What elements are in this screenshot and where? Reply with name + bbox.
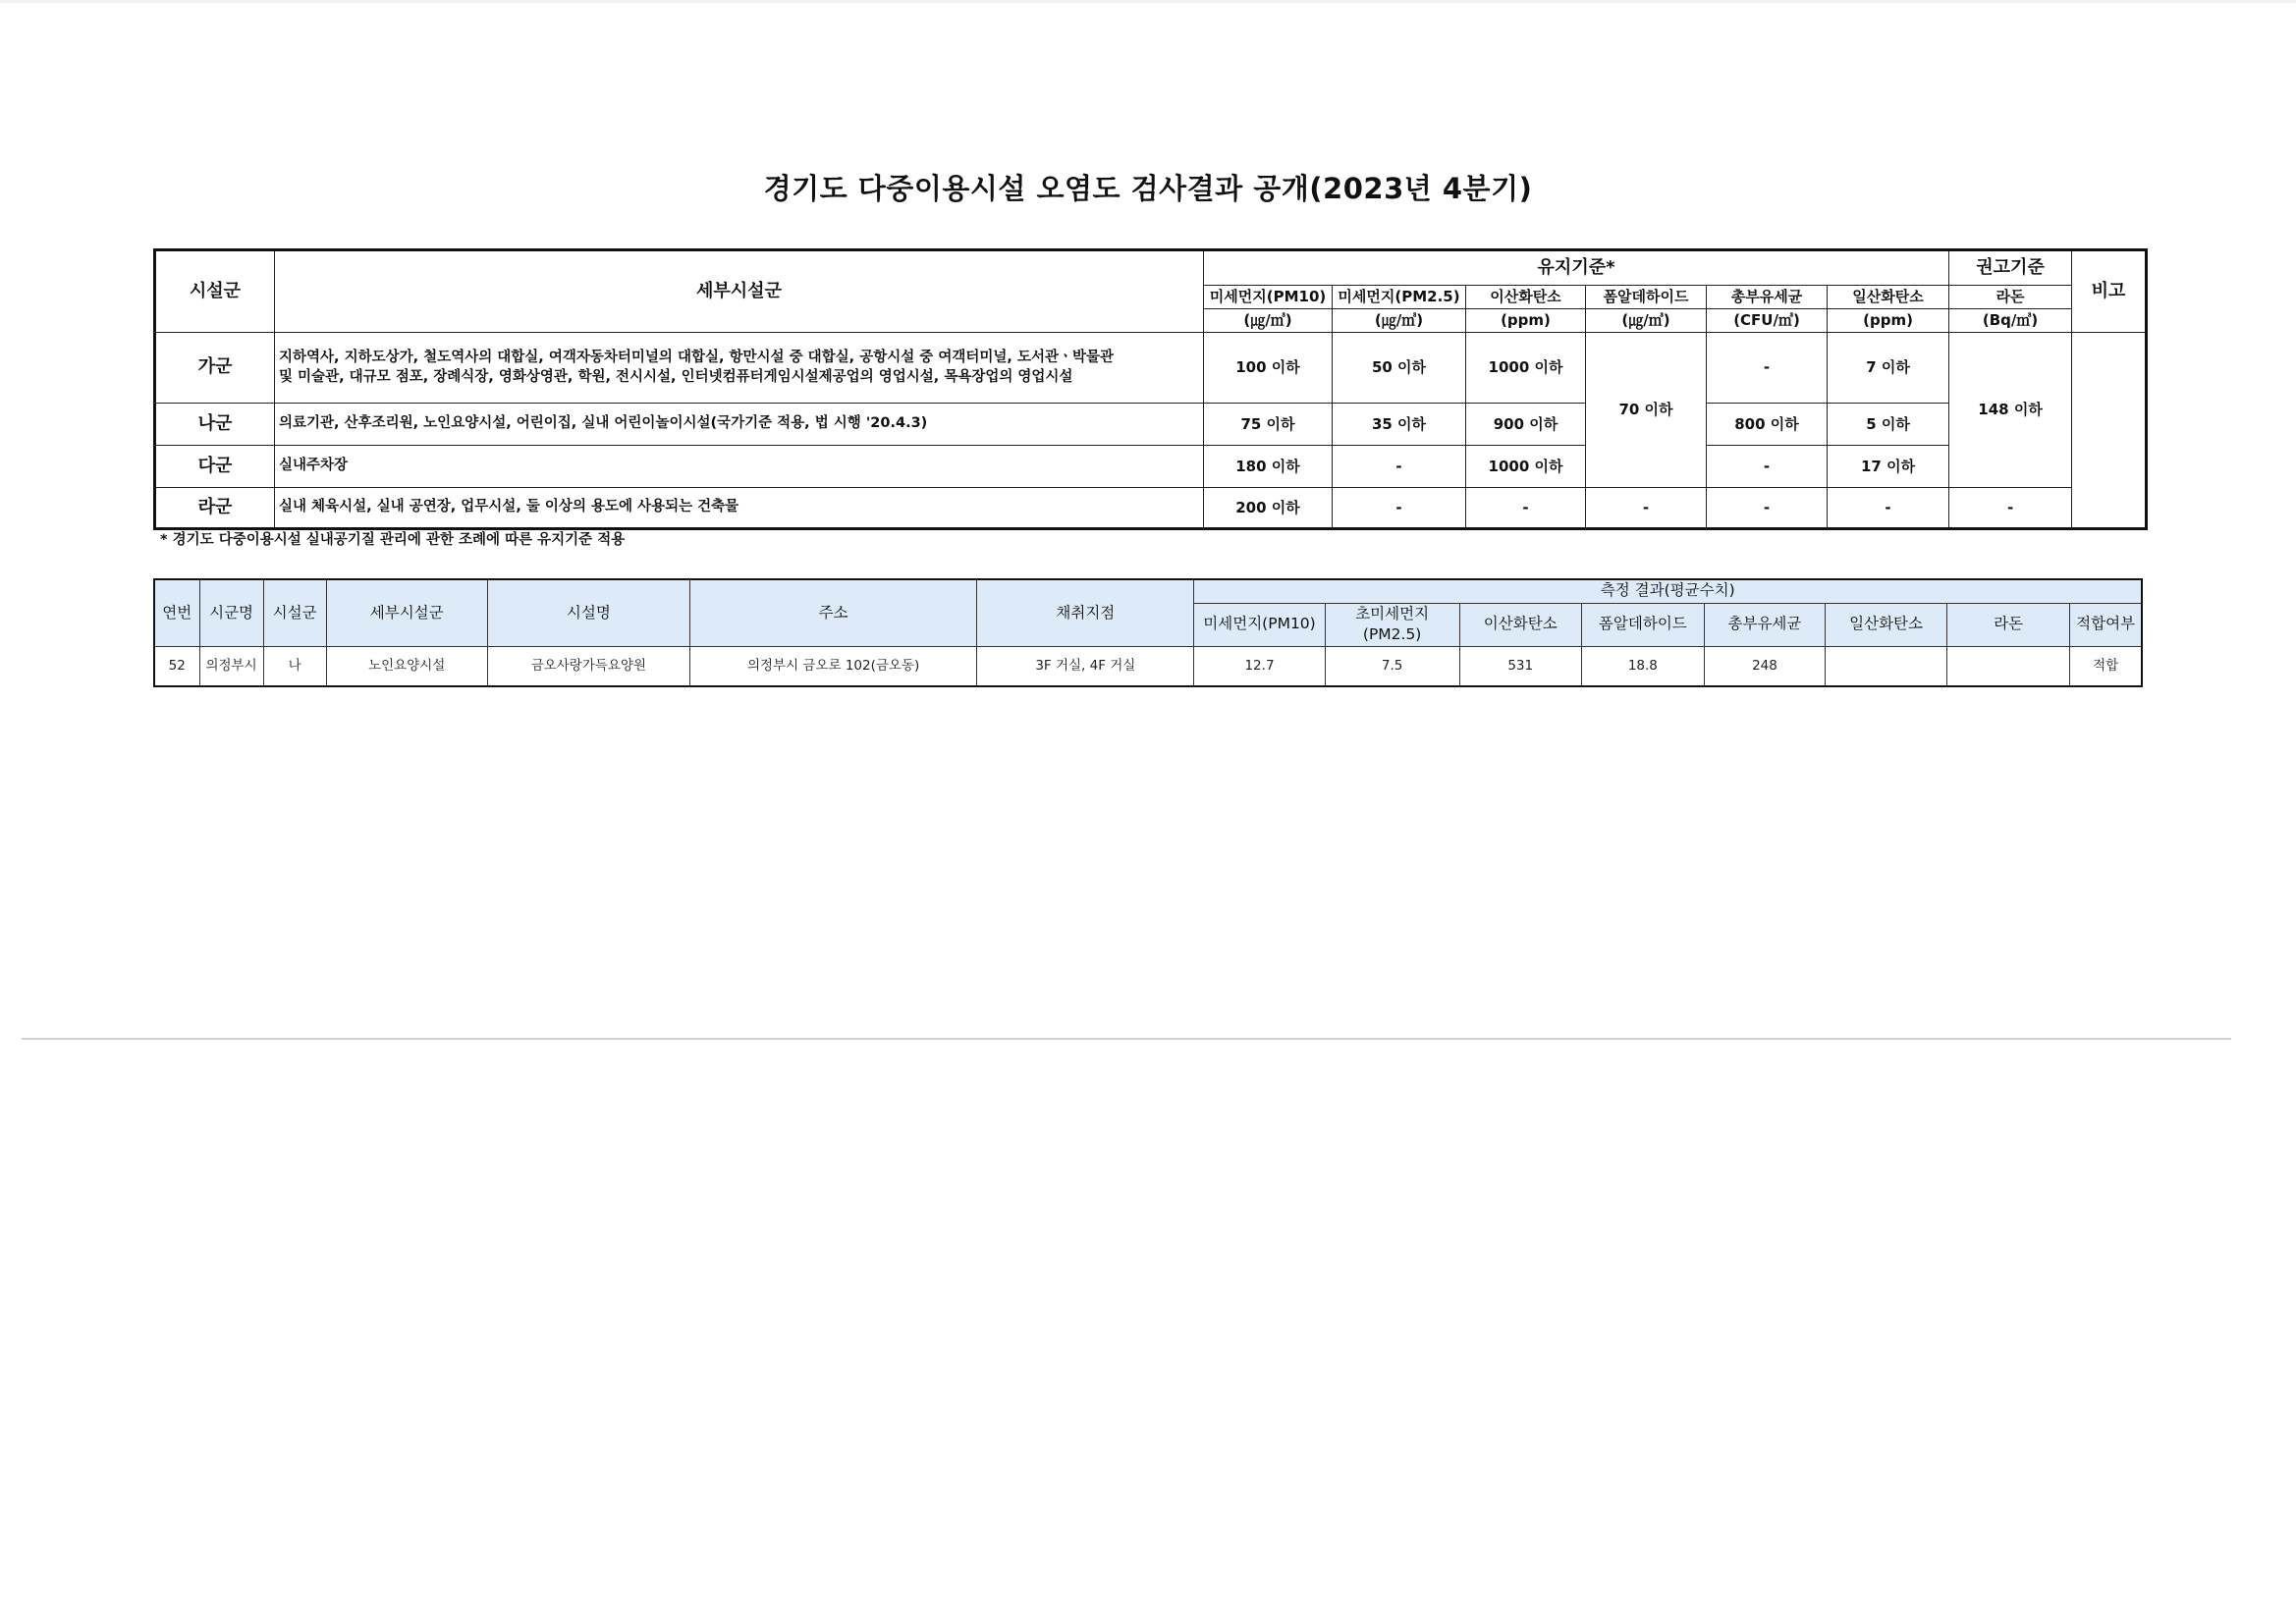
pollutant-unit: (㎍/㎥) (1586, 309, 1707, 333)
pollutant-name: 일산화탄소 (1828, 286, 1949, 309)
pollutant-name: 총부유세균 (1707, 286, 1828, 309)
pollutant-name: 미세먼지(PM2.5) (1333, 286, 1466, 309)
cell-address: 의정부시 금오로 102(금오동) (689, 646, 976, 686)
header-bacteria: 총부유세균 (1704, 603, 1825, 646)
standard-co2: 1000 이하 (1466, 446, 1586, 488)
group-description: 실내 체육시설, 실내 공연장, 업무시설, 둘 이상의 용도에 사용되는 건축물 (275, 488, 1204, 529)
cell-pm25: 7.5 (1325, 646, 1459, 686)
standard-co: - (1828, 488, 1949, 529)
cell-pm10: 12.7 (1194, 646, 1325, 686)
standard-pm10: 100 이하 (1204, 333, 1333, 404)
header-pass: 적합여부 (2070, 603, 2142, 646)
header-address: 주소 (689, 579, 976, 646)
cell-sub-group: 노인요양시설 (326, 646, 487, 686)
cell-radon (1947, 646, 2070, 686)
standard-hcho: - (1586, 488, 1707, 529)
header-facility-name: 시설명 (487, 579, 689, 646)
header-maintenance-standard: 유지기준* (1204, 250, 1949, 286)
standard-bacteria: 800 이하 (1707, 404, 1828, 446)
cell-co2: 531 (1459, 646, 1581, 686)
group-label: 나군 (155, 404, 275, 446)
header-pm25-line: 초미세먼지 (1355, 604, 1430, 623)
header-pm10: 미세먼지(PM10) (1194, 603, 1325, 646)
header-pm25 (1325, 603, 1459, 646)
standard-bacteria: - (1707, 446, 1828, 488)
pollutant-name: 이산화탄소 (1466, 286, 1586, 309)
cell-no: 52 (154, 646, 199, 686)
header-pm25-line: (PM2.5) (1362, 625, 1422, 644)
header-remark: 비고 (2072, 250, 2147, 333)
header-sub-group: 세부시설군 (275, 250, 1204, 333)
standard-pm10: 75 이하 (1204, 404, 1333, 446)
header-recommend-standard: 권고기준 (1949, 250, 2072, 286)
remark-cell (2072, 333, 2147, 529)
cell-hcho: 18.8 (1581, 646, 1704, 686)
standard-radon: - (1949, 488, 2072, 529)
standard-hcho: 70 이하 (1586, 333, 1707, 488)
cell-group: 나 (263, 646, 326, 686)
header-measurement: 측정 결과(평균수치) (1194, 579, 2142, 603)
pollutant-name: 라돈 (1949, 286, 2072, 309)
pollutant-unit: (ppm) (1466, 309, 1586, 333)
group-label: 다군 (155, 446, 275, 488)
cell-bacteria: 248 (1704, 646, 1825, 686)
standard-co2: 900 이하 (1466, 404, 1586, 446)
header-no: 연번 (154, 579, 199, 646)
standard-pm25: - (1333, 446, 1466, 488)
standard-pm25: 35 이하 (1333, 404, 1466, 446)
standard-bacteria: - (1707, 488, 1828, 529)
pollutant-name: 미세먼지(PM10) (1204, 286, 1333, 309)
header-radon: 라돈 (1947, 603, 2070, 646)
standard-bacteria: - (1707, 333, 1828, 404)
standard-co: 7 이하 (1828, 333, 1949, 404)
table-row (154, 646, 2142, 686)
group-description-line: 지하역사, 지하도상가, 철도역사의 대합실, 여객자동차터미널의 대합실, 항만시설 중 대합실, 공항시설 중 여객터미널, 도서관ㆍ박물관 (279, 349, 1115, 365)
pollutant-name: 폼알데하이드 (1586, 286, 1707, 309)
page-title: 경기도 다중이용시설 오염도 검사결과 공개(2023년 4분기) (763, 172, 1533, 205)
standard-pm25: - (1333, 488, 1466, 529)
results-table (153, 578, 2143, 687)
group-description-line: 및 미술관, 대규모 점포, 장례식장, 영화상영관, 학원, 전시시설, 인터넷컴퓨터게임시설제공업의 영업시설, 목욕장업의 영업시설 (279, 368, 1073, 385)
standard-co2: - (1466, 488, 1586, 529)
header-hcho: 폼알데하이드 (1581, 603, 1704, 646)
cell-pass: 적합 (2070, 646, 2142, 686)
pollutant-unit: (CFU/㎥) (1707, 309, 1828, 333)
cell-co (1826, 646, 1947, 686)
standard-pm25: 50 이하 (1333, 333, 1466, 404)
cell-facility-name: 금오사랑가득요양원 (487, 646, 689, 686)
header-group: 시설군 (263, 579, 326, 646)
standards-table (153, 248, 2148, 530)
pollutant-unit: (㎍/㎥) (1204, 309, 1333, 333)
group-label: 라군 (155, 488, 275, 529)
pollutant-unit: (ppm) (1828, 309, 1949, 333)
standard-pm10: 180 이하 (1204, 446, 1333, 488)
group-description: 실내주차장 (275, 446, 1204, 488)
group-label: 가군 (155, 333, 275, 404)
header-city: 시군명 (199, 579, 263, 646)
standard-radon: 148 이하 (1949, 333, 2072, 488)
group-description: 의료기관, 산후조리원, 노인요양시설, 어린이집, 실내 어린이놀이시설(국가기준 적용, 법 시행 '20.4.3) (275, 404, 1204, 446)
header-co2: 이산화탄소 (1459, 603, 1581, 646)
standard-co2: 1000 이하 (1466, 333, 1586, 404)
standard-co: 17 이하 (1828, 446, 1949, 488)
pollutant-unit: (Bq/㎥) (1949, 309, 2072, 333)
standard-co: 5 이하 (1828, 404, 1949, 446)
page-divider (22, 1038, 2231, 1040)
header-co: 일산화탄소 (1826, 603, 1947, 646)
header-sampling-point: 채취지점 (977, 579, 1194, 646)
cell-sampling-point: 3F 거실, 4F 거실 (977, 646, 1194, 686)
footnote: * 경기도 다중이용시설 실내공기질 관리에 관한 조례에 따른 유지기준 적용 (160, 532, 626, 548)
scan-top-edge (0, 0, 2296, 3)
standard-pm10: 200 이하 (1204, 488, 1333, 529)
pollutant-unit: (㎍/㎥) (1333, 309, 1466, 333)
group-description (275, 333, 1204, 404)
header-facility-group: 시설군 (155, 250, 275, 333)
cell-city: 의정부시 (199, 646, 263, 686)
header-sub-group: 세부시설군 (326, 579, 487, 646)
